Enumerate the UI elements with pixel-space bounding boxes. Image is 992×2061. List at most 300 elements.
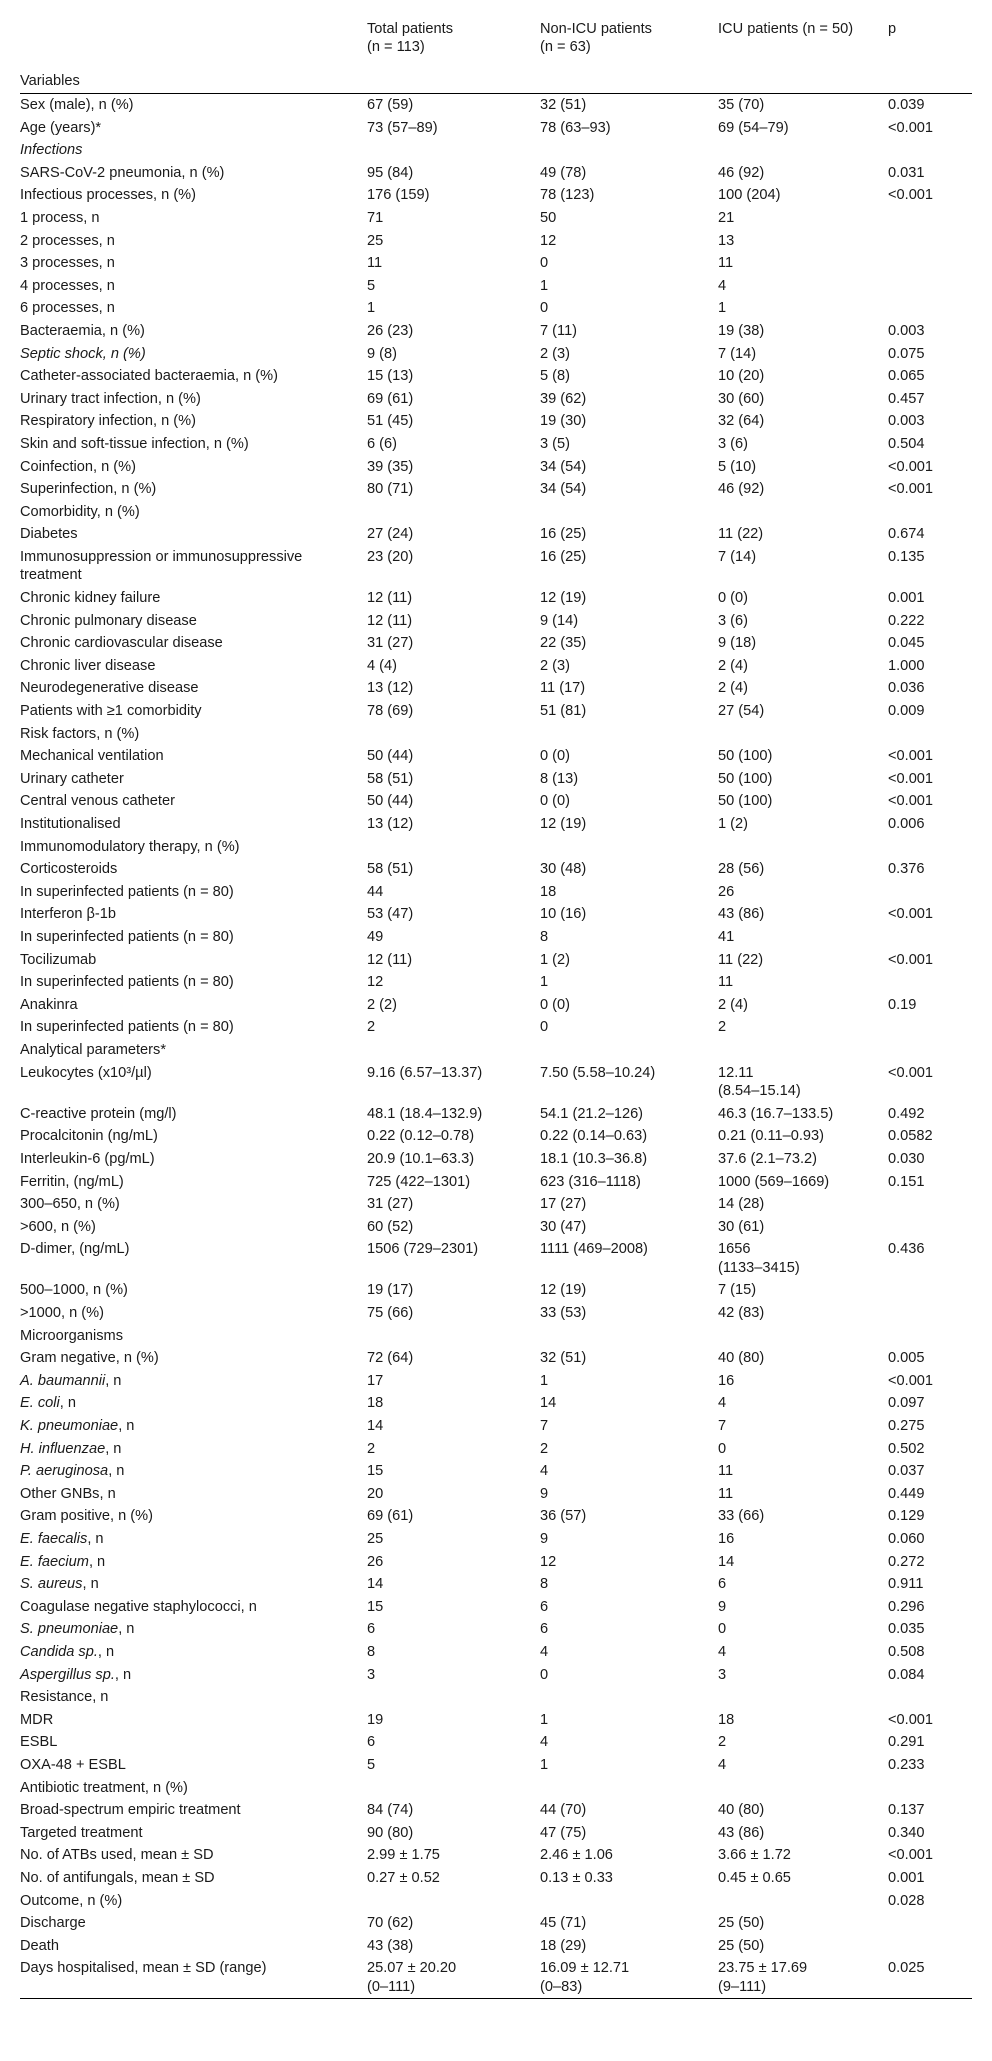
table-row: [20, 632, 972, 655]
cell-p-value: 0.031: [888, 164, 925, 181]
cell-p-value: [888, 723, 972, 746]
cell-non-icu: 54.1 (21.2–126): [540, 1105, 644, 1122]
cell-icu: 3: [718, 1666, 727, 1683]
cell-icu: 2: [718, 1734, 727, 1751]
table-row: [20, 184, 972, 207]
cell-icu: 1656 (1133–3415): [718, 1241, 800, 1276]
table-row: [20, 677, 972, 700]
table-row: [20, 139, 972, 162]
cell-p-value: 0.006: [888, 816, 925, 832]
cell-total: 50 (44): [367, 793, 414, 810]
row-label: Death: [20, 1937, 59, 1954]
row-label: In superinfected patients (n = 80): [20, 883, 234, 900]
cell-icu: [718, 1325, 888, 1348]
cell-non-icu: 8: [540, 928, 549, 945]
cell-total: 27 (24): [367, 526, 414, 543]
cell-non-icu: 17 (27): [540, 1196, 587, 1213]
cell-p-value: [888, 971, 972, 994]
cell-non-icu: 47 (75): [540, 1824, 587, 1841]
cell-icu: [718, 836, 888, 859]
cell-total: 67 (59): [367, 97, 414, 113]
row-label: [20, 1415, 367, 1438]
cell-total: [367, 836, 540, 859]
cell-non-icu: 9 (14): [540, 612, 579, 629]
cell-non-icu: 0: [540, 255, 549, 272]
cell-icu: 6: [718, 1576, 727, 1593]
cell-non-icu: [540, 723, 718, 746]
cell-icu: [718, 1777, 888, 1800]
row-label: OXA-48 + ESBL: [20, 1756, 126, 1773]
header-non-icu-patients: Non-ICU patients (n = 63): [540, 21, 652, 55]
cell-total: 1: [367, 300, 376, 317]
table-row: [20, 501, 972, 524]
row-label: Leukocytes (x10³/µl): [20, 1064, 152, 1081]
cell-icu: 26: [718, 883, 735, 900]
cell-non-icu: 0: [540, 1019, 549, 1036]
cell-icu: 43 (86): [718, 1824, 765, 1841]
table-row: [20, 745, 972, 768]
row-label: Patients with ≥1 comorbidity: [20, 703, 202, 720]
cell-non-icu: 5 (8): [540, 368, 571, 385]
row-label: Tocilizumab: [20, 951, 97, 968]
cell-p-value: 0.084: [888, 1666, 925, 1683]
cell-non-icu: 30 (48): [540, 861, 587, 878]
table-row: [20, 94, 972, 117]
cell-total: 12 (11): [367, 612, 413, 629]
cell-icu: 40 (80): [718, 1802, 765, 1819]
cell-non-icu: 1: [540, 1372, 549, 1389]
cell-icu: 13: [718, 232, 735, 249]
cell-icu: 3 (6): [718, 435, 749, 452]
row-label: [20, 1528, 367, 1551]
row-label: 4 processes, n: [20, 277, 115, 294]
cell-p-value: 0.037: [888, 1463, 925, 1480]
table-row: [20, 1618, 972, 1641]
cell-p-value: [888, 1016, 972, 1039]
cell-icu: 0: [718, 1621, 727, 1638]
cell-non-icu: 6: [540, 1598, 549, 1615]
table-row: [20, 1347, 972, 1370]
cell-total: 15: [367, 1598, 384, 1615]
cell-non-icu: 49 (78): [540, 164, 587, 181]
table-row: [20, 1039, 972, 1062]
cell-icu: [718, 501, 888, 524]
table-row: [20, 1392, 972, 1415]
cell-icu: 30 (60): [718, 390, 765, 407]
cell-p-value: [888, 1325, 972, 1348]
cell-non-icu: 36 (57): [540, 1508, 587, 1525]
cell-non-icu: 4: [540, 1463, 549, 1480]
row-label: Coagulase negative staphylococci, n: [20, 1598, 257, 1615]
cell-p-value: [888, 1279, 972, 1302]
table-row: [20, 1935, 972, 1958]
table-row: [20, 1641, 972, 1664]
cell-icu: 2 (4): [718, 996, 749, 1013]
row-label: Central venous catheter: [20, 793, 175, 810]
cell-p-value: [888, 230, 972, 253]
cell-non-icu: 2: [540, 1440, 549, 1457]
organism-name: K. pneumoniae: [20, 1418, 119, 1435]
cell-total: 9 (8): [367, 345, 398, 362]
cell-p-value: [888, 139, 972, 162]
cell-total: 725 (422–1301): [367, 1173, 471, 1190]
row-label: Gram positive, n (%): [20, 1508, 153, 1525]
cell-non-icu: 16 (25): [540, 526, 587, 543]
cell-p-value: 0.436: [888, 1241, 925, 1258]
table-row: [20, 768, 972, 791]
cell-total: 58 (51): [367, 861, 414, 878]
table-row: [20, 1731, 972, 1754]
cell-total: 48.1 (18.4–132.9): [367, 1105, 483, 1122]
cell-total: 6: [367, 1621, 376, 1638]
organism-name: Candida sp.: [20, 1643, 98, 1660]
organism-name: A. baumannii: [20, 1372, 106, 1389]
cell-non-icu: 19 (30): [540, 413, 587, 430]
table-row: [20, 456, 972, 479]
table-row: [20, 994, 972, 1017]
table-row: [20, 230, 972, 253]
cell-p-value: 0.911: [888, 1576, 924, 1593]
cell-icu: 30 (61): [718, 1218, 765, 1235]
cell-p-value: [888, 275, 972, 298]
cell-total: 17: [367, 1372, 384, 1389]
cell-non-icu: 8: [540, 1576, 549, 1593]
row-label: MDR: [20, 1711, 54, 1728]
table-row: [20, 1890, 972, 1913]
cell-non-icu: 2 (3): [540, 345, 571, 362]
cell-non-icu: 0 (0): [540, 748, 571, 765]
organism-name: S. pneumoniae: [20, 1621, 119, 1638]
cell-p-value: 0.001: [888, 590, 925, 607]
table-row: [20, 881, 972, 904]
cell-icu: 33 (66): [718, 1508, 765, 1525]
cell-total: 25: [367, 232, 384, 249]
cell-total: 2 (2): [367, 996, 398, 1013]
cell-icu: 43 (86): [718, 906, 765, 923]
cell-icu: 7 (15): [718, 1282, 757, 1299]
organism-name: E. faecalis: [20, 1531, 88, 1547]
organism-name: P. aeruginosa: [20, 1463, 109, 1480]
row-label: 300–650, n (%): [20, 1196, 120, 1213]
cell-icu: 7 (14): [718, 548, 757, 565]
cell-total: 23 (20): [367, 548, 414, 565]
table-row: [20, 1238, 972, 1279]
table-header: [20, 20, 972, 94]
cell-icu: 25 (50): [718, 1937, 765, 1954]
cell-total: 11: [367, 255, 383, 272]
cell-icu: 41: [718, 928, 735, 945]
table-row: [20, 1016, 972, 1039]
row-label: 1 process, n: [20, 209, 100, 226]
table-row: [20, 1754, 972, 1777]
table-row: [20, 117, 972, 140]
cell-total: 20: [367, 1485, 384, 1502]
cell-icu: 9 (18): [718, 635, 757, 652]
row-label: In superinfected patients (n = 80): [20, 1019, 234, 1036]
row-label: Urinary tract infection, n (%): [20, 390, 201, 407]
cell-non-icu: 2.46 ± 1.06: [540, 1847, 613, 1864]
cell-total: 18: [367, 1395, 384, 1412]
cell-p-value: 0.035: [888, 1621, 925, 1638]
cell-total: 78 (69): [367, 703, 414, 720]
row-label: 6 processes, n: [20, 300, 115, 317]
cell-p-value: 0.003: [888, 322, 925, 339]
row-label: Days hospitalised, mean ± SD (range): [20, 1960, 267, 1977]
row-label: Neurodegenerative disease: [20, 680, 199, 697]
table-row: [20, 1483, 972, 1506]
cell-p-value: 0.272: [888, 1553, 925, 1570]
cell-total: 12: [367, 974, 384, 991]
cell-p-value: 0.492: [888, 1105, 925, 1122]
cell-icu: 11: [718, 1463, 734, 1480]
cell-icu: 11: [718, 1485, 734, 1502]
table-row: [20, 1777, 972, 1800]
cell-non-icu: 1: [540, 1711, 549, 1728]
cell-non-icu: 1 (2): [540, 951, 571, 968]
cell-non-icu: 9: [540, 1531, 549, 1547]
label-suffix: , n: [118, 1621, 135, 1638]
cell-non-icu: 9: [540, 1485, 549, 1502]
row-label: Respiratory infection, n (%): [20, 413, 197, 430]
cell-p-value: [888, 1039, 972, 1062]
table-row: [20, 1438, 972, 1461]
table-row: [20, 1460, 972, 1483]
row-label: >1000, n (%): [20, 1305, 104, 1322]
cell-icu: 4: [718, 1643, 727, 1660]
cell-non-icu: 1: [540, 277, 549, 294]
row-label: Procalcitonin (ng/mL): [20, 1128, 158, 1145]
table-row: [20, 1686, 972, 1709]
cell-p-value: 0.030: [888, 1150, 925, 1167]
row-label: Septic shock, n (%): [20, 345, 146, 362]
cell-icu: 11 (22): [718, 951, 764, 968]
organism-name: S. aureus: [20, 1576, 83, 1593]
label-suffix: , n: [87, 1531, 104, 1547]
row-label: >600, n (%): [20, 1218, 96, 1235]
table-row: [20, 587, 972, 610]
cell-p-value: 0.275: [888, 1418, 925, 1435]
table-row: [20, 949, 972, 972]
cell-icu: 14 (28): [718, 1196, 765, 1213]
cell-icu: 4: [718, 277, 727, 294]
row-label: No. of ATBs used, mean ± SD: [20, 1847, 214, 1864]
cell-p-value: 0.291: [888, 1734, 925, 1751]
cell-icu: 11: [718, 974, 734, 991]
table-row: [20, 1125, 972, 1148]
table-row: [20, 1370, 972, 1393]
cell-icu: 69 (54–79): [718, 119, 789, 136]
table-row: [20, 1505, 972, 1528]
row-label: Infections: [20, 142, 83, 159]
cell-p-value: 0.151: [888, 1173, 925, 1190]
row-label: Urinary catheter: [20, 770, 124, 787]
table-row: [20, 1148, 972, 1171]
cell-p-value: [888, 881, 972, 904]
cell-p-value: <0.001: [888, 951, 934, 968]
cell-total: [367, 501, 540, 524]
table-row: [20, 1325, 972, 1348]
row-label: Chronic kidney failure: [20, 590, 161, 607]
cell-icu: 1: [718, 300, 727, 317]
row-label: Catheter-associated bacteraemia, n (%): [20, 368, 278, 385]
cell-p-value: <0.001: [888, 748, 934, 765]
cell-icu: 2 (4): [718, 657, 749, 674]
row-label: Resistance, n: [20, 1689, 109, 1706]
cell-icu: 2 (4): [718, 680, 749, 697]
table-row: [20, 1867, 972, 1890]
cell-p-value: <0.001: [888, 1372, 934, 1389]
cell-icu: 50 (100): [718, 770, 773, 787]
row-label: Risk factors, n (%): [20, 725, 140, 742]
cell-non-icu: 7: [540, 1418, 549, 1435]
row-label: 3 processes, n: [20, 255, 115, 272]
row-label: Immunomodulatory therapy, n (%): [20, 838, 240, 855]
cell-total: [367, 1777, 540, 1800]
cell-icu: [718, 1890, 888, 1913]
cell-non-icu: 8 (13): [540, 770, 579, 787]
cell-total: [367, 1890, 540, 1913]
cell-p-value: 0.028: [888, 1892, 925, 1909]
table-row: [20, 1302, 972, 1325]
cell-non-icu: 7 (11): [540, 322, 578, 339]
row-label: [20, 1392, 367, 1415]
table-row: [20, 655, 972, 678]
cell-total: 0.27 ± 0.52: [367, 1869, 440, 1886]
table-row: [20, 1193, 972, 1216]
cell-non-icu: 3 (5): [540, 435, 571, 452]
cell-icu: 11 (22): [718, 526, 764, 543]
cell-p-value: <0.001: [888, 481, 934, 498]
header-total-patients: Total patients (n = 113): [367, 21, 453, 55]
cell-non-icu: 0: [540, 1666, 549, 1683]
cell-non-icu: 16 (25): [540, 548, 587, 565]
row-label: Broad-spectrum empiric treatment: [20, 1802, 241, 1819]
table-row: [20, 1062, 972, 1103]
cell-p-value: [888, 1686, 972, 1709]
table-row: [20, 1573, 972, 1596]
row-label: Chronic cardiovascular disease: [20, 635, 223, 652]
cell-icu: [718, 723, 888, 746]
cell-non-icu: 0: [540, 300, 549, 317]
table-row: [20, 971, 972, 994]
cell-p-value: 0.025: [888, 1960, 925, 1977]
cell-total: [367, 723, 540, 746]
cell-total: 90 (80): [367, 1824, 414, 1841]
cell-p-value: 0.003: [888, 413, 925, 430]
cell-p-value: <0.001: [888, 1847, 934, 1864]
table-row: [20, 546, 972, 587]
cell-p-value: 0.508: [888, 1643, 925, 1660]
row-label: Coinfection, n (%): [20, 458, 136, 475]
cell-icu: 16: [718, 1372, 735, 1389]
cell-non-icu: [540, 1039, 718, 1062]
cell-icu: 16: [718, 1531, 735, 1547]
cell-total: [367, 1325, 540, 1348]
cell-p-value: 0.457: [888, 390, 925, 407]
cell-p-value: [888, 836, 972, 859]
row-label: Gram negative, n (%): [20, 1350, 159, 1367]
table-row: [20, 1844, 972, 1867]
cell-total: 176 (159): [367, 187, 430, 204]
table-row: [20, 1415, 972, 1438]
table-row: [20, 723, 972, 746]
cell-total: 31 (27): [367, 1196, 414, 1213]
label-suffix: , n: [118, 1418, 135, 1435]
header-variables: Variables: [20, 73, 80, 89]
cell-total: 39 (35): [367, 458, 414, 475]
cell-total: 12 (11): [367, 590, 413, 607]
cell-non-icu: 33 (53): [540, 1305, 587, 1322]
row-label: Comorbidity, n (%): [20, 503, 140, 520]
cell-total: 49: [367, 928, 384, 945]
cell-total: 84 (74): [367, 1802, 414, 1819]
row-label: Skin and soft-tissue infection, n (%): [20, 435, 249, 452]
cell-non-icu: 39 (62): [540, 390, 587, 407]
label-suffix: , n: [108, 1463, 125, 1480]
row-label: Interleukin-6 (pg/mL): [20, 1150, 155, 1167]
cell-non-icu: 34 (54): [540, 458, 587, 475]
table-row: [20, 320, 972, 343]
row-label: Ferritin, (ng/mL): [20, 1173, 124, 1190]
cell-p-value: 0.075: [888, 345, 925, 362]
cell-icu: 2: [718, 1019, 727, 1036]
label-suffix: , n: [59, 1395, 76, 1412]
table-row: [20, 610, 972, 633]
cell-p-value: 0.502: [888, 1440, 925, 1457]
table-row: [20, 700, 972, 723]
cell-total: 25: [367, 1531, 384, 1547]
label-suffix: , n: [114, 1666, 132, 1683]
cell-icu: 3.66 ± 1.72: [718, 1847, 791, 1864]
cell-total: 6 (6): [367, 435, 398, 452]
cell-icu: 4: [718, 1395, 727, 1412]
table-row: [20, 388, 972, 411]
table-row: [20, 1103, 972, 1126]
row-label: [20, 1641, 367, 1664]
cell-icu: 37.6 (2.1–73.2): [718, 1150, 817, 1167]
cell-non-icu: 4: [540, 1643, 549, 1660]
row-label: [20, 1460, 367, 1483]
cell-icu: 50 (100): [718, 748, 773, 765]
cell-total: 26: [367, 1553, 384, 1570]
organism-name: H. influenzae: [20, 1440, 106, 1457]
row-label: Interferon β-1b: [20, 906, 117, 923]
cell-icu: 3 (6): [718, 612, 749, 629]
cell-total: 1506 (729–2301): [367, 1241, 479, 1258]
cell-p-value: 0.039: [888, 97, 925, 113]
cell-total: 15: [367, 1463, 384, 1480]
row-label: SARS-CoV-2 pneumonia, n (%): [20, 164, 225, 181]
cell-icu: 21: [718, 209, 735, 226]
table-row: [20, 478, 972, 501]
cell-p-value: [888, 1193, 972, 1216]
table-row: [20, 1664, 972, 1687]
cell-total: 2: [367, 1019, 376, 1036]
row-label: Analytical parameters*: [20, 1041, 167, 1058]
cell-non-icu: 4: [540, 1734, 549, 1751]
cell-icu: 0.21 (0.11–0.93): [718, 1128, 825, 1145]
row-label: Chronic liver disease: [20, 657, 156, 674]
cell-total: 13 (12): [367, 816, 414, 832]
row-label: ESBL: [20, 1734, 58, 1751]
cell-icu: 32 (64): [718, 413, 765, 430]
cell-total: 50 (44): [367, 748, 414, 765]
cell-total: 80 (71): [367, 481, 414, 498]
header-p-value: p: [888, 21, 897, 37]
cell-icu: 46 (92): [718, 164, 765, 181]
table-row: [20, 207, 972, 230]
row-label: [20, 1664, 367, 1687]
